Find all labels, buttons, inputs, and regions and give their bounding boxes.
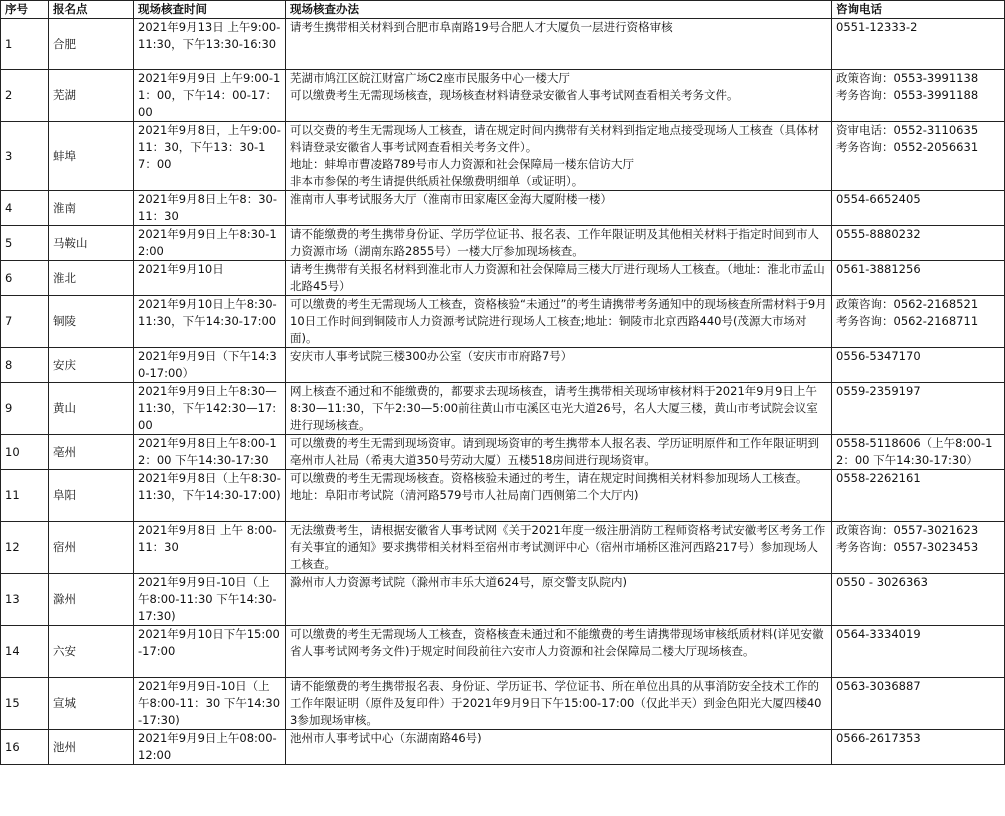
header-index: 序号 <box>1 1 49 19</box>
method-line: 可以缴费的考生无需现场核查。资格核验未通过的考生，请在规定时间携相关材料参加现场人工核查。 <box>290 471 808 485</box>
row-time-cell <box>134 226 286 261</box>
row-site-cell: 黄山 <box>49 383 134 435</box>
table-row <box>1 574 1005 626</box>
row-phone-cell <box>832 522 1005 574</box>
table-row <box>1 191 1005 226</box>
row-index-cell: 11 <box>1 470 49 522</box>
row-phone-cell <box>832 296 1005 348</box>
row-time-cell <box>134 730 286 765</box>
method-line: 地址：蚌埠市曹凌路789号市人力资源和社会保障局一楼东信访大厅 <box>290 157 634 171</box>
row-time-cell <box>134 470 286 522</box>
row-method-cell <box>286 383 832 435</box>
row-method-cell <box>286 435 832 470</box>
row-site-cell: 安庆 <box>49 348 134 383</box>
table-row <box>1 122 1005 191</box>
method-line: 安庆市人事考试院三楼300办公室（安庆市市府路7号） <box>290 349 573 363</box>
row-method-cell <box>286 730 832 765</box>
method-line: 无法缴费考生，请根据安徽省人事考试网《关于2021年度一级注册消防工程师资格考试安徽考区考务工作有关事宜的通知》要求携带相关材料至宿州市考试测评中心（宿州市埇桥区淮河西路217号）参加现场人工核查。 <box>290 523 826 571</box>
row-site-cell: 亳州 <box>49 435 134 470</box>
row-index-cell: 6 <box>1 261 49 296</box>
row-time-cell <box>134 626 286 678</box>
row-index-cell: 1 <box>1 19 49 70</box>
row-phone-cell <box>832 70 1005 122</box>
row-index-cell: 5 <box>1 226 49 261</box>
method-line: 可以缴费考生无需现场核查，现场核查材料请登录安徽省人事考试网查看相关考务文件。 <box>290 88 739 102</box>
row-method-cell <box>286 470 832 522</box>
table-row <box>1 383 1005 435</box>
row-method-cell <box>286 261 832 296</box>
phone-line: 考务咨询：0562-2168711 <box>836 314 979 328</box>
header-row <box>1 1 1005 19</box>
row-method-cell <box>286 122 832 191</box>
row-time-cell <box>134 348 286 383</box>
phone-line: 0558-5118606（上午8:00-12：00 下午14:30-17:30） <box>836 436 993 467</box>
time-line: 2021年9月8日上午8:00-12：00 下午14:30-17:30 <box>138 436 277 467</box>
time-line: 2021年9月13日 上午9:00-11:30，下午13:30-16:30 <box>138 20 281 51</box>
row-method-cell <box>286 626 832 678</box>
row-method-cell <box>286 348 832 383</box>
row-method-cell <box>286 226 832 261</box>
row-site-cell: 宿州 <box>49 522 134 574</box>
row-phone-cell <box>832 574 1005 626</box>
row-site-cell: 芜湖 <box>49 70 134 122</box>
row-site-cell: 铜陵 <box>49 296 134 348</box>
method-line: 可以缴费的考生无需到现场资审。请到现场资审的考生携带本人报名表、学历证明原件和工作年限证明到亳州市人社局（希夷大道350号劳动大厦）五楼518房间进行现场资审。 <box>290 436 819 467</box>
time-line: 2021年9月9日（下午14:30-17:00） <box>138 349 277 380</box>
table-row <box>1 435 1005 470</box>
row-time-cell <box>134 19 286 70</box>
time-line: 2021年9月9日-10日（上午8:00-11:30 下午14:30-17:30) <box>138 575 277 623</box>
row-index-cell: 12 <box>1 522 49 574</box>
row-index-cell: 16 <box>1 730 49 765</box>
row-time-cell <box>134 261 286 296</box>
table-row <box>1 348 1005 383</box>
table-row <box>1 730 1005 765</box>
method-line: 淮南市人事考试服务大厅（淮南市田家庵区金海大厦附楼一楼） <box>290 192 612 206</box>
header-method: 现场核查办法 <box>286 1 832 19</box>
row-time-cell <box>134 191 286 226</box>
row-site-cell: 合肥 <box>49 19 134 70</box>
row-phone-cell <box>832 383 1005 435</box>
time-line: 2021年9月8日（上午8:30-11:30，下午14:30-17:00) <box>138 471 281 502</box>
row-phone-cell <box>832 122 1005 191</box>
row-index-cell: 2 <box>1 70 49 122</box>
phone-line: 0566-2617353 <box>836 731 921 745</box>
time-line: 2021年9月9日 上午9:00-11：00，下午14：00-17：00 <box>138 71 281 119</box>
row-time-cell <box>134 70 286 122</box>
phone-line: 0554-6652405 <box>836 192 921 206</box>
row-phone-cell <box>832 191 1005 226</box>
row-site-cell: 蚌埠 <box>49 122 134 191</box>
phone-line: 0556-5347170 <box>836 349 921 363</box>
table-row <box>1 261 1005 296</box>
method-line: 芜湖市鸠江区皖江财富广场C2座市民服务中心一楼大厅 <box>290 71 570 85</box>
row-time-cell <box>134 574 286 626</box>
table-row <box>1 226 1005 261</box>
row-method-cell <box>286 678 832 730</box>
phone-line: 0564-3334019 <box>836 627 921 641</box>
row-phone-cell <box>832 730 1005 765</box>
time-line: 2021年9月10日上午8:30-11:30，下午14:30-17:00 <box>138 297 277 328</box>
table-row <box>1 296 1005 348</box>
time-line: 2021年9月8日 上午 8:00-11：30 <box>138 523 277 554</box>
row-method-cell <box>286 574 832 626</box>
table-row <box>1 470 1005 522</box>
phone-line: 0563-3036887 <box>836 679 921 693</box>
row-index-cell: 14 <box>1 626 49 678</box>
row-method-cell <box>286 70 832 122</box>
method-line: 网上核查不通过和不能缴费的，都要求去现场核查，请考生携带相关现场审核材料于2021年9月9日上午8:30—11:30，下午2:30—5:00前往黄山市屯溪区屯光大道26号，名人大厦三楼，黄山市考试院会议室进行现场核查。 <box>290 384 818 432</box>
time-line: 2021年9月9日上午8:30-12:00 <box>138 227 277 258</box>
table-row <box>1 522 1005 574</box>
row-index-cell: 3 <box>1 122 49 191</box>
row-phone-cell <box>832 435 1005 470</box>
phone-line: 考务咨询：0557-3023453 <box>836 540 979 554</box>
row-site-cell: 淮北 <box>49 261 134 296</box>
time-line: 2021年9月9日上午08:00-12:00 <box>138 731 277 762</box>
method-line: 非本市参保的考生请提供纸质社保缴费明细单（或证明）。 <box>290 174 584 188</box>
row-index-cell: 7 <box>1 296 49 348</box>
row-index-cell: 10 <box>1 435 49 470</box>
row-time-cell <box>134 122 286 191</box>
row-index-cell: 15 <box>1 678 49 730</box>
row-index-cell: 8 <box>1 348 49 383</box>
phone-line: 政策咨询：0557-3021623 <box>836 523 979 537</box>
phone-line: 考务咨询：0552-2056631 <box>836 140 979 154</box>
time-line: 2021年9月10日下午15:00-17:00 <box>138 627 280 658</box>
row-phone-cell <box>832 470 1005 522</box>
method-line: 请考生携带相关材料到合肥市阜南路19号合肥人才大厦负一层进行资格审核 <box>290 20 673 34</box>
row-site-cell: 滁州 <box>49 574 134 626</box>
phone-line: 0559-2359197 <box>836 384 921 398</box>
time-line: 2021年9月10日 <box>138 262 224 276</box>
phone-line: 0551-12333-2 <box>836 20 918 34</box>
row-site-cell: 阜阳 <box>49 470 134 522</box>
time-line: 2021年9月9日上午8:30—11:30，下午142:30—17:00 <box>138 384 277 432</box>
row-phone-cell <box>832 261 1005 296</box>
phone-line: 考务咨询：0553-3991188 <box>836 88 979 102</box>
method-line: 池州市人事考试中心（东湖南路46号) <box>290 731 482 745</box>
row-method-cell <box>286 296 832 348</box>
row-phone-cell <box>832 348 1005 383</box>
table-row <box>1 678 1005 730</box>
phone-line: 0555-8880232 <box>836 227 921 241</box>
phone-line: 资审电话：0552-3110635 <box>836 123 979 137</box>
method-line: 请不能缴费的考生携带报名表、身份证、学历证书、学位证书、所在单位出具的从事消防安全技术工作的工作年限证明（原件及复印件）于2021年9月9日下午15:00-17:00（仅此半天）到金色阳光大厦四楼403参加现场审核。 <box>290 679 822 727</box>
method-line: 地址：阜阳市考试院（清河路579号市人社局南门西侧第二个大厅内) <box>290 488 639 502</box>
time-line: 2021年9月8日，上午9:00-11：30，下午13：30-17：00 <box>138 123 281 171</box>
row-time-cell <box>134 522 286 574</box>
row-site-cell: 六安 <box>49 626 134 678</box>
method-line: 可以交费的考生无需现场人工核查，请在规定时间内携带有关材料到指定地点接受现场人工核查（具体材料请登录安徽省人事考试网查看相关考务文件）。 <box>290 123 819 154</box>
row-site-cell: 池州 <box>49 730 134 765</box>
time-line: 2021年9月8日上午8：30-11：30 <box>138 192 277 223</box>
method-line: 请不能缴费的考生携带身份证、学历学位证书、报名表、工作年限证明及其他相关材料于指定时间到市人力资源市场（湖南东路2855号）一楼大厅参加现场核查。 <box>290 227 819 258</box>
table-row <box>1 626 1005 678</box>
row-site-cell: 宣城 <box>49 678 134 730</box>
row-site-cell: 淮南 <box>49 191 134 226</box>
header-site: 报名点 <box>49 1 134 19</box>
table-row <box>1 70 1005 122</box>
method-line: 可以缴费的考生无需现场人工核查，资格核查未通过和不能缴费的考生请携带现场审核纸质材料(详见安徽省人事考试网考务文件)于规定时间段前往六安市人力资源和社会保障局二楼大厅现场核查。 <box>290 627 824 658</box>
phone-line: 0550 - 3026363 <box>836 575 928 589</box>
row-method-cell <box>286 19 832 70</box>
time-line: 2021年9月9日-10日（上午8:00-11：30 下午14:30-17:30) <box>138 679 281 727</box>
row-time-cell <box>134 296 286 348</box>
row-index-cell: 9 <box>1 383 49 435</box>
phone-line: 政策咨询：0553-3991138 <box>836 71 979 85</box>
phone-line: 0558-2262161 <box>836 471 921 485</box>
phone-line: 政策咨询：0562-2168521 <box>836 297 979 311</box>
row-time-cell <box>134 435 286 470</box>
table-body <box>1 19 1005 765</box>
header-time: 现场核查时间 <box>134 1 286 19</box>
method-line: 滁州市人力资源考试院（滁州市丰乐大道624号，原交警支队院内) <box>290 575 627 589</box>
method-line: 请考生携带有关报名材料到淮北市人力资源和社会保障局三楼大厅进行现场人工核查。（地址：淮北市孟山北路45号） <box>290 262 825 293</box>
row-method-cell <box>286 522 832 574</box>
phone-line: 0561-3881256 <box>836 262 921 276</box>
row-method-cell <box>286 191 832 226</box>
row-site-cell: 马鞍山 <box>49 226 134 261</box>
row-phone-cell <box>832 226 1005 261</box>
row-phone-cell <box>832 678 1005 730</box>
header-phone: 咨询电话 <box>832 1 1005 19</box>
row-index-cell: 4 <box>1 191 49 226</box>
row-time-cell <box>134 678 286 730</box>
row-time-cell <box>134 383 286 435</box>
row-index-cell: 13 <box>1 574 49 626</box>
row-phone-cell <box>832 626 1005 678</box>
method-line: 可以缴费的考生无需现场人工核查，资格核验“未通过”的考生请携带考务通知中的现场核查所需材料于9月10日工作时间到铜陵市人力资源考试院进行现场人工核查;地址：铜陵市北京西路440号(茂源大市场对面)。 <box>290 297 827 345</box>
row-phone-cell <box>832 19 1005 70</box>
table-row <box>1 19 1005 70</box>
